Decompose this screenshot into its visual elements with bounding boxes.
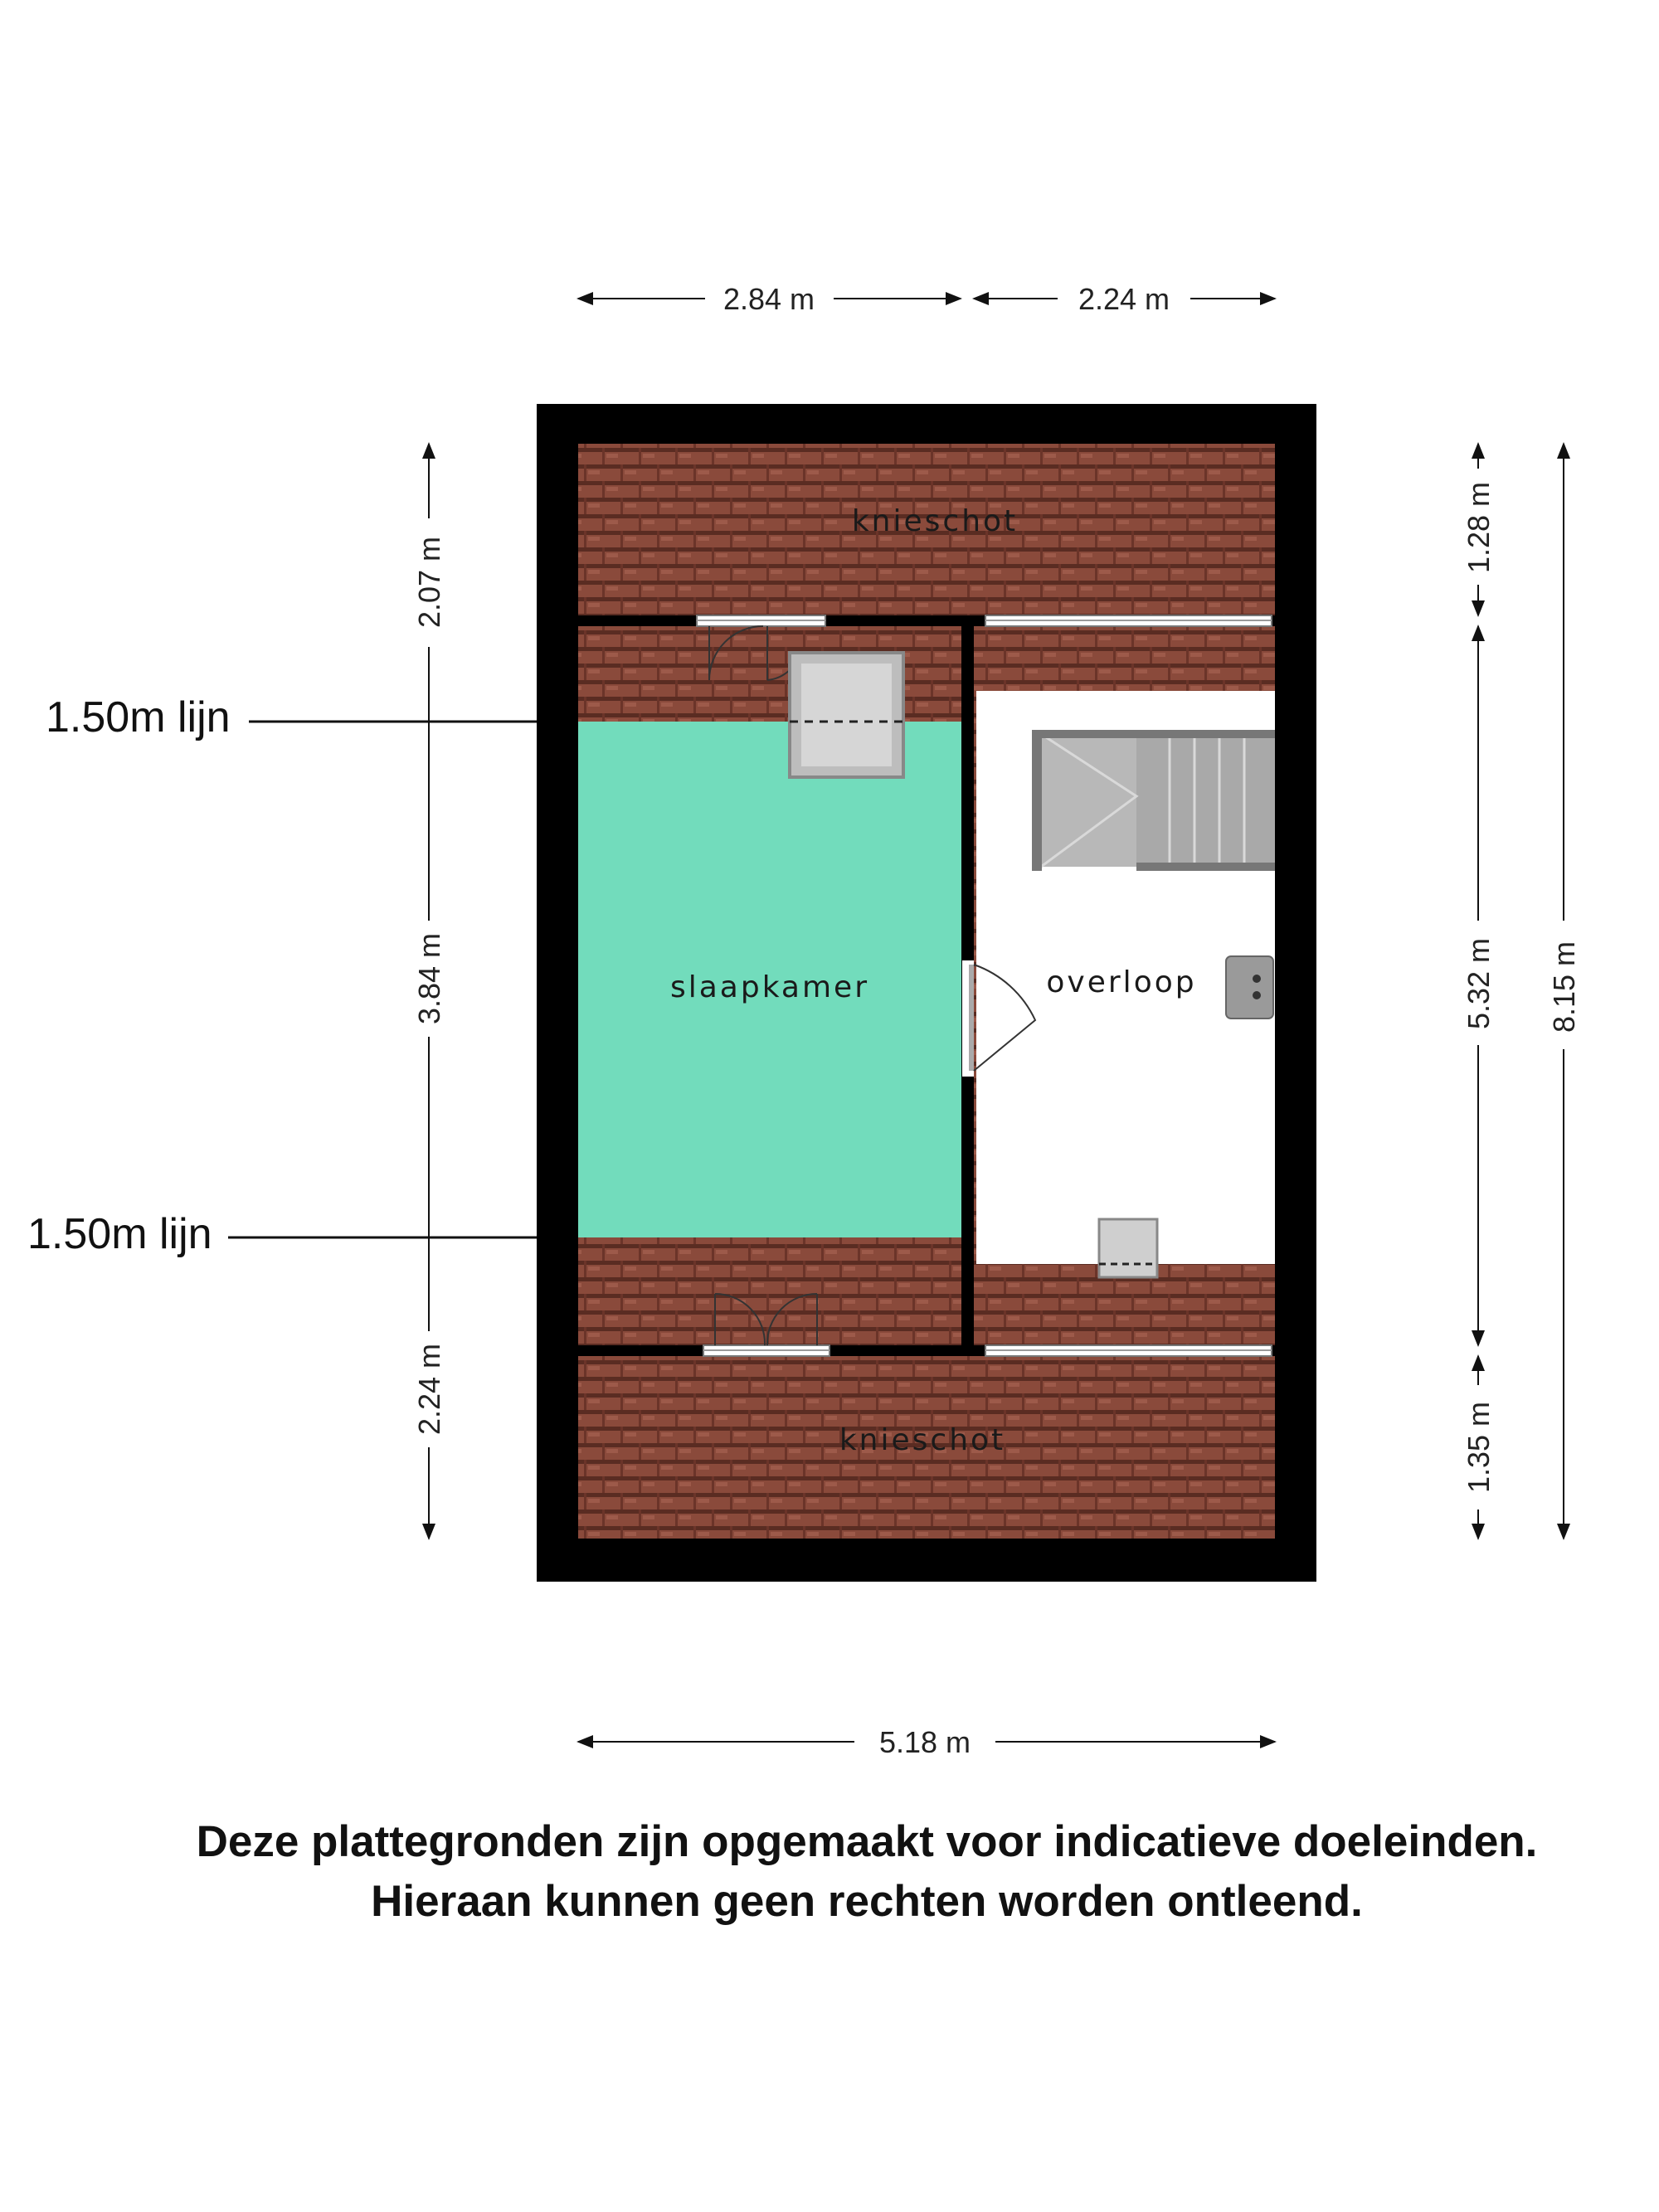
dimension-right — [1462, 444, 1496, 1539]
dimension-right-bottom-label: 1.35 m — [1462, 1401, 1496, 1494]
dimension-top-right — [974, 282, 1275, 316]
window-lower-right — [985, 1345, 1272, 1356]
skylight-landing — [1099, 1219, 1157, 1277]
wall-unit — [1226, 956, 1273, 1018]
dimension-left-middle-label: 3.84 m — [412, 932, 446, 1025]
staircase — [1032, 730, 1275, 871]
dimension-top-left-label: 2.84 m — [722, 282, 815, 316]
dimension-right-top-label: 1.28 m — [1462, 481, 1496, 574]
room-label-landing: overloop — [1046, 965, 1197, 999]
dimension-top-right-label: 2.24 m — [1078, 282, 1170, 316]
dimension-total-height-label: 8.15 m — [1547, 941, 1581, 1033]
dimension-top-left — [578, 282, 961, 316]
dimension-bottom — [578, 1725, 1275, 1759]
room-label-top-knee-wall: knieschot — [851, 504, 1019, 538]
room-label-bedroom: slaapkamer — [669, 970, 870, 1004]
window-upper-right — [985, 615, 1272, 626]
height-line-upper-label: 1.50m lijn — [46, 693, 231, 741]
disclaimer-line-1: Deze plattegronden zijn opgemaakt voor indicatieve doeleinden. — [196, 1817, 1538, 1866]
disclaimer-line-2: Hieraan kunnen geen rechten worden ontleend. — [371, 1877, 1363, 1926]
window-upper-left — [697, 615, 825, 626]
dimension-right-middle-label: 5.32 m — [1462, 937, 1496, 1030]
skylight-bedroom — [790, 653, 903, 777]
dimension-left-top-label: 2.07 m — [412, 536, 446, 629]
dimension-left — [412, 444, 446, 1539]
dimension-total-height — [1547, 444, 1581, 1539]
height-line-lower-label: 1.50m lijn — [27, 1210, 212, 1258]
room-label-bottom-knee-wall: knieschot — [839, 1423, 1006, 1457]
window-lower-left — [703, 1345, 830, 1356]
dimension-bottom-label: 5.18 m — [878, 1725, 971, 1759]
dimension-left-bottom-label: 2.24 m — [412, 1343, 446, 1436]
